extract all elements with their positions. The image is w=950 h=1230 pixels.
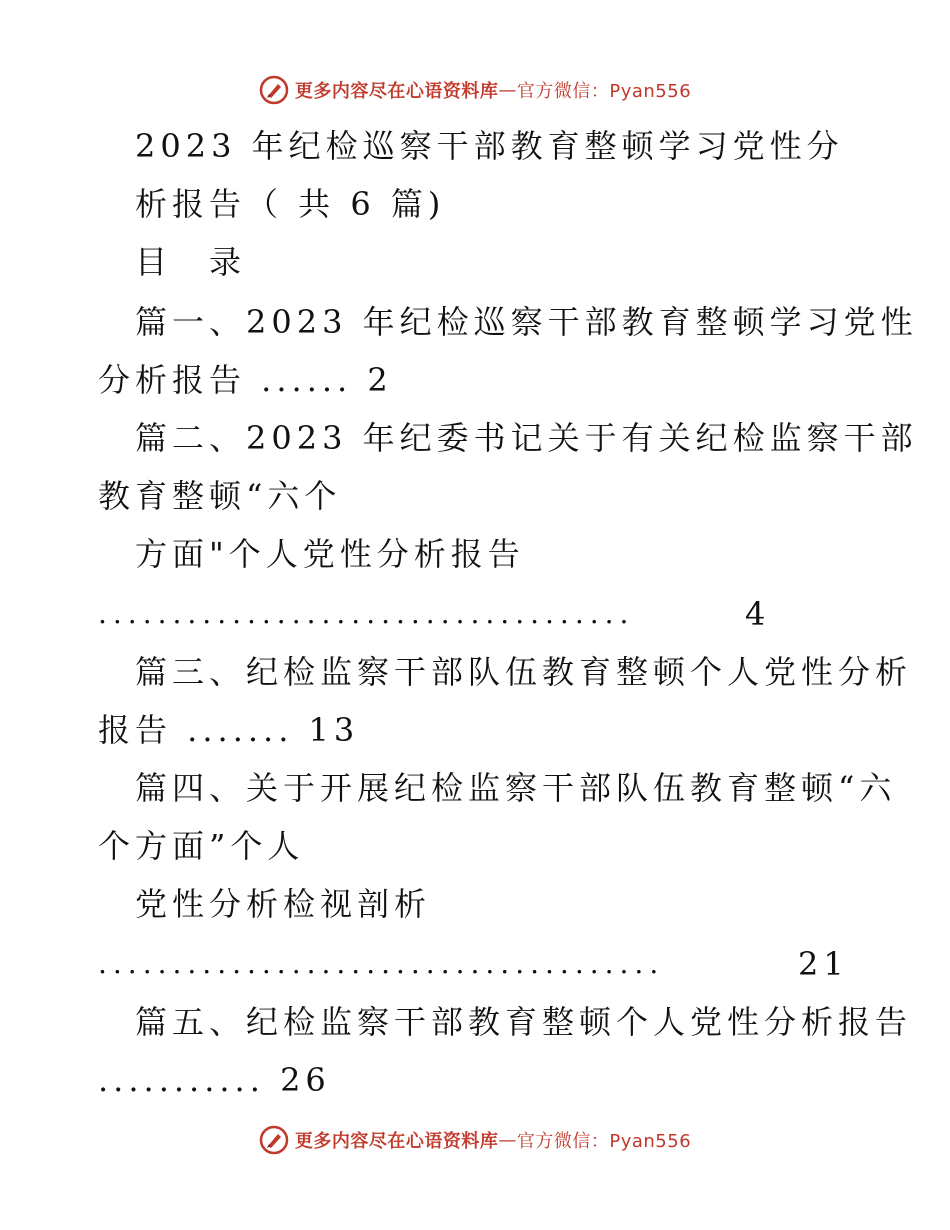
toc-entry-2-line-2[interactable]: 教育整顿“六个 [98, 477, 342, 515]
banner-wechat-text: 官方微信：Pyan556 [516, 1131, 692, 1152]
toc-entry-3-line-2[interactable]: 报告 ....... 13 [98, 711, 360, 749]
header-banner [0, 70, 950, 110]
toc-entry-2-page-number: 4 [745, 595, 771, 633]
toc-entry-3-line-1[interactable]: 篇三、纪检监察干部队伍教育整顿个人党性分析 [135, 653, 913, 691]
banner-main-text: 更多内容尽在心语资料库 [294, 81, 499, 102]
toc-entry-2-leader-dots: .................................... [98, 597, 635, 630]
toc-entry-4-line-2[interactable]: 个方面”个人 [98, 827, 305, 865]
footer-banner [0, 1120, 950, 1160]
toc-heading: 目 录 [135, 243, 247, 281]
toc-entry-1-line-2[interactable]: 分析报告 ...... 2 [98, 361, 393, 399]
doc-title-line-1: 2023 年纪检巡察干部教育整顿学习党性分 [135, 127, 844, 165]
toc-entry-2-line-1[interactable]: 篇二、2023 年纪委书记关于有关纪检监察干部 [135, 419, 918, 457]
toc-entry-2-line-3[interactable]: 方面"个人党性分析报告 [135, 535, 525, 573]
banner-wechat-text: 官方微信：Pyan556 [516, 81, 692, 102]
toc-entry-5-line-2[interactable]: ........... 26 [98, 1061, 331, 1099]
toc-entry-4-leader-dots: ...................................... [98, 947, 665, 980]
banner-main-text: 更多内容尽在心语资料库 [294, 1131, 499, 1152]
toc-entry-4-line-3[interactable]: 党性分析检视剖析 [135, 885, 432, 923]
toc-entry-4-line-1[interactable]: 篇四、关于开展纪检监察干部队伍教育整顿“六 [135, 769, 897, 807]
toc-entry-5-line-1[interactable]: 篇五、纪检监察干部教育整顿个人党性分析报告 [135, 1003, 913, 1041]
pen-logo-icon [259, 75, 289, 105]
toc-entry-4-page-number: 21 [798, 945, 849, 983]
doc-title-line-2: 析报告（ 共 6 篇) [135, 185, 446, 223]
banner-separator: — [498, 1129, 517, 1151]
banner-separator: — [498, 79, 517, 101]
toc-entry-1-line-1[interactable]: 篇一、2023 年纪检巡察干部教育整顿学习党性 [135, 303, 918, 341]
pen-logo-icon [259, 1125, 289, 1155]
